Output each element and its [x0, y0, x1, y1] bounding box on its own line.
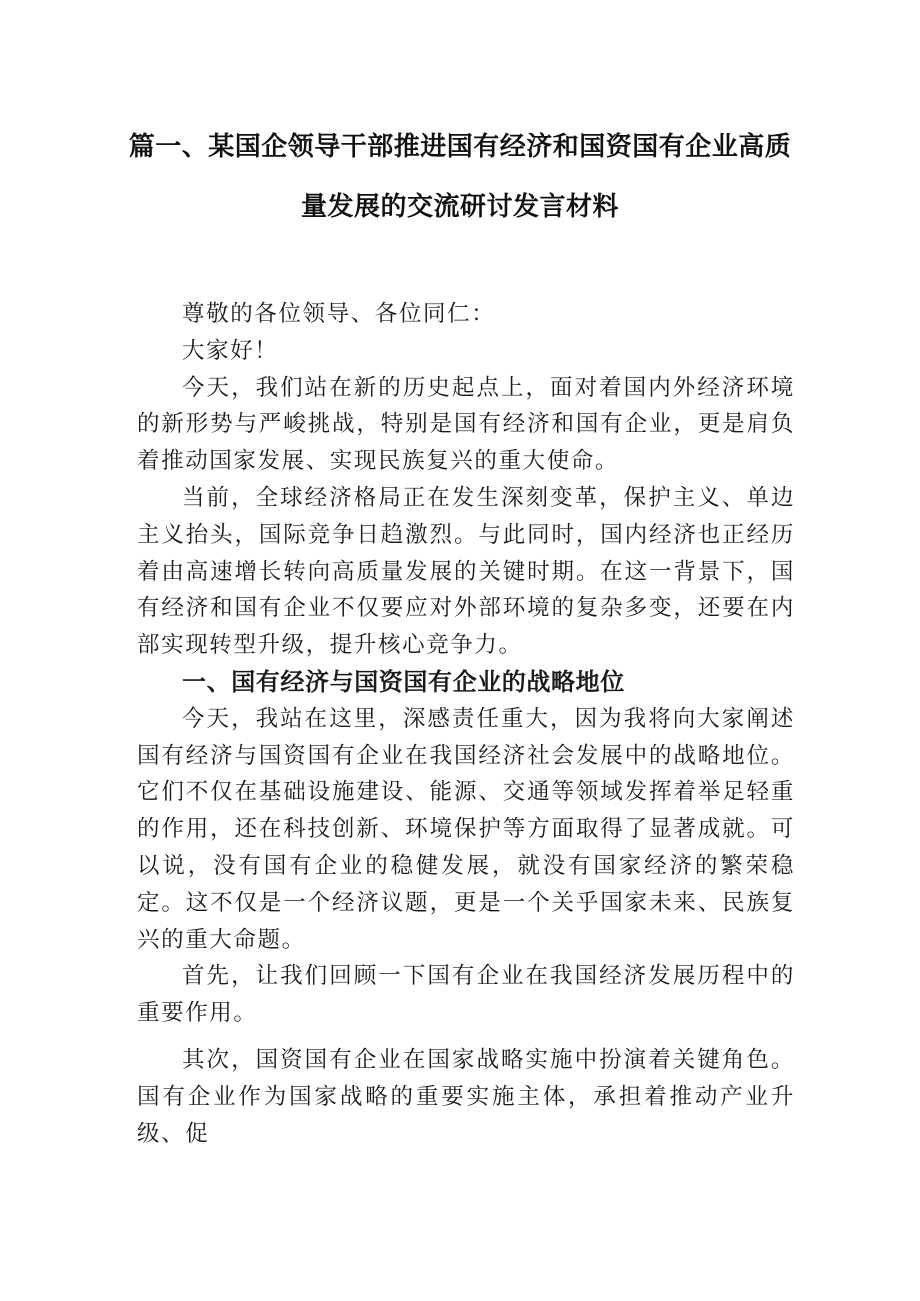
section-paragraph-3: 其次，国资国有企业在国家战略实施中扮演着关键角色。国有企业作为国家战略的重要实施主体，承担着推动产业升级、促	[137, 1046, 795, 1147]
paragraph-1: 今天，我们站在新的历史起点上，面对着国内外经济环境的新形势与严峻挑战，特别是国有经济和国有企业，更是肩负着推动国家发展、实现民族复兴的重大使命。	[137, 374, 795, 475]
section-paragraph-1: 今天，我站在这里，深感责任重大，因为我将向大家阐述国有经济与国资国有企业在我国经济社会发展中的战略地位。它们不仅在基础设施建设、能源、交通等领域发挥着举足轻重的作用，还在科技创新、环境保护等方面取得了显著成就。可以说，没有国有企业的稳健发展，就没有国家经济的繁荣稳定。这不仅是一个经济议题，更是一个关乎国家未来、民族复兴的重大命题。	[137, 705, 795, 953]
paragraph-2: 当前，全球经济格局正在发生深刻变革，保护主义、单边主义抬头，国际竞争日趋激烈。与此同时，国内经济也正经历着由高速增长转向高质量发展的关键时期。在这一背景下，国有经济和国有企业不仅要应对外部环境的复杂多变，还要在内部实现转型升级，提升核心竞争力。	[137, 484, 795, 659]
document-body	[137, 296, 795, 1152]
section-heading: 一、国有经济与国资国有企业的战略地位	[182, 667, 625, 696]
document-title-line-1: 篇一、某国企领导干部推进国有经济和国资国有企业高质	[128, 132, 792, 162]
salutation: 尊敬的各位领导、各位同仁：	[182, 301, 496, 327]
document-title-line-2: 量发展的交流研讨发言材料	[300, 192, 619, 222]
section-paragraph-2: 首先，让我们回顾一下国有企业在我国经济发展历程中的重要作用。	[137, 963, 795, 1027]
greeting: 大家好！	[182, 337, 279, 364]
